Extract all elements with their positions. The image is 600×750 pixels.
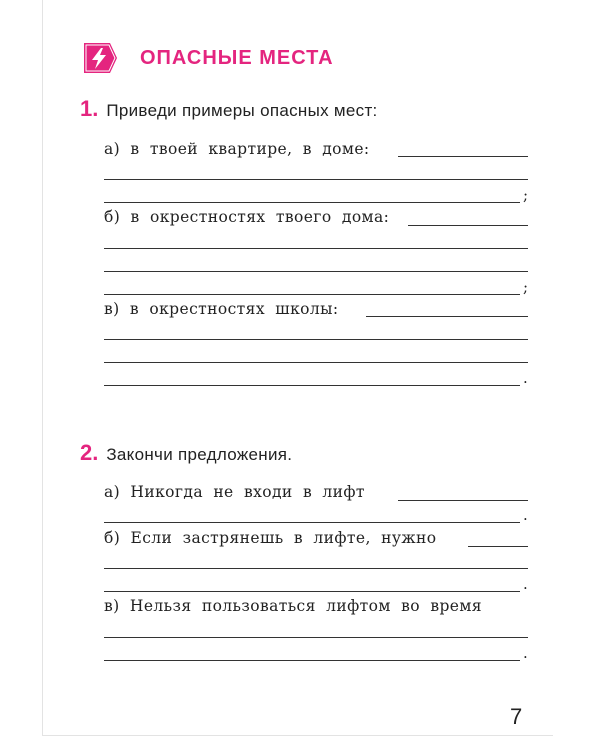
task-2-item-a-label: а) Никогда не входи в лифт xyxy=(104,483,365,501)
task-instruction: Приведи примеры опасных мест: xyxy=(106,101,378,120)
task-number: 1. xyxy=(80,96,99,121)
item-end-punctuation: ; xyxy=(523,186,529,204)
answer-line[interactable] xyxy=(104,637,528,638)
section-header xyxy=(80,40,334,76)
task-1-item-b-label: б) в окрестностях твоего дома: xyxy=(104,208,390,226)
answer-line[interactable] xyxy=(104,591,520,592)
answer-line[interactable] xyxy=(104,248,528,249)
task-number: 2. xyxy=(80,440,99,465)
task-2-item-c-label: в) Нельзя пользоваться лифтом во время xyxy=(104,597,482,615)
item-end-punctuation: . xyxy=(523,369,528,387)
answer-line[interactable] xyxy=(104,362,528,363)
answer-line[interactable] xyxy=(104,179,528,180)
answer-line[interactable] xyxy=(104,339,528,340)
page-title: ОПАСНЫЕ МЕСТА xyxy=(140,46,334,69)
task-1-heading xyxy=(80,96,378,122)
answer-line[interactable] xyxy=(104,568,528,569)
task-1-item-a-label: а) в твоей квартире, в доме: xyxy=(104,140,370,158)
item-end-punctuation: . xyxy=(523,644,528,662)
lightning-warning-icon xyxy=(80,40,120,76)
task-1-item-c-label: в) в окрестностях школы: xyxy=(104,300,339,318)
answer-line[interactable] xyxy=(104,271,528,272)
answer-line[interactable] xyxy=(104,202,520,203)
answer-line[interactable] xyxy=(104,660,520,661)
task-2-item-b-label: б) Если застрянешь в лифте, нужно xyxy=(104,529,437,547)
answer-line[interactable] xyxy=(398,500,528,501)
answer-line[interactable] xyxy=(104,294,520,295)
item-end-punctuation: . xyxy=(523,575,528,593)
task-instruction: Закончи предложения. xyxy=(106,445,293,464)
answer-line[interactable] xyxy=(104,522,520,523)
task-2-heading xyxy=(80,440,292,466)
answer-line[interactable] xyxy=(468,546,528,547)
item-end-punctuation: ; xyxy=(523,278,529,296)
answer-line[interactable] xyxy=(366,316,528,317)
answer-line[interactable] xyxy=(104,385,520,386)
page-number: 7 xyxy=(510,704,523,729)
item-end-punctuation: . xyxy=(523,506,528,524)
answer-line[interactable] xyxy=(408,225,528,226)
answer-line[interactable] xyxy=(398,156,528,157)
